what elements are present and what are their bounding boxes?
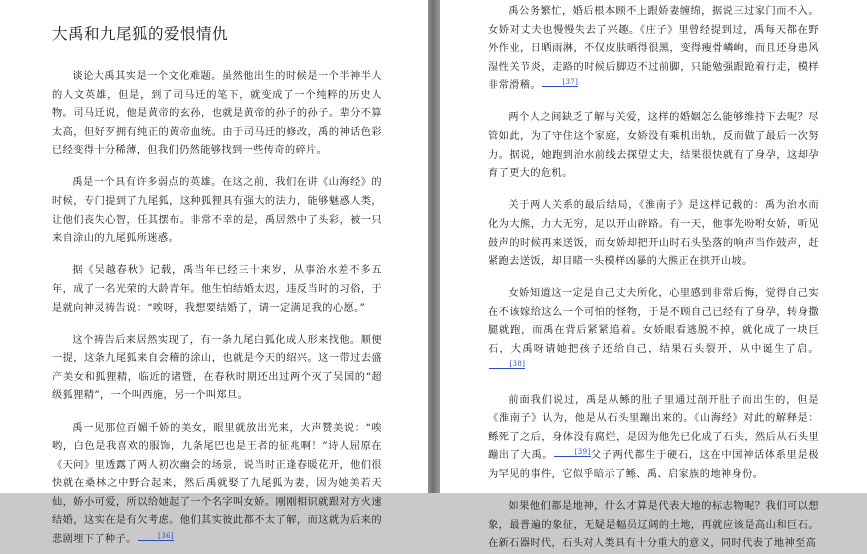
footnote-link-36[interactable]: [36] [138, 532, 174, 541]
paragraph-text: 关于两人关系的最后结局，《淮南子》是这样记载的：禹为治水而化为大熊，力大无穷，足以开山辟路。有一天，他事先吩咐女娇，听见鼓声的时候再来送饭，而女娇却把开山时石头坠落的响声当作鼓声，赶紧跑去送饭，却目睹一头模样凶暴的大熊正在拱开山坡。 [488, 200, 819, 268]
paragraph [52, 332, 382, 406]
paragraph-text: 前面我们说过，禹是从鲧的肚子里通过剖开肚子而出生的，但是《淮南子》认为，他是从石头里蹦出来的。《山海经》对此的解释是：鲧死了之后，身体没有腐烂，是因为他先已化成了石头，然后从石头里蹦出了大禹。 [488, 394, 819, 462]
paragraph [488, 197, 819, 271]
paragraph [52, 174, 382, 248]
paragraph [52, 68, 382, 161]
chapter-title: 大禹和九尾狐的爱恨情仇 [52, 25, 229, 43]
paragraph-text: 据《吴越春秋》记载，禹当年已经三十来岁，从事治水差不多五年，成了一名光荣的大龄青年。他生怕结婚太迟，违反当时的习俗，于是就向神灵祷告说：“唉呀，我想要结婚了，请一定满足我的心愿。” [52, 265, 382, 314]
paragraph-text: 两个人之间缺乏了解与关爱，这样的婚姻怎么能够维持下去呢？尽管如此，为了守住这个家庭，女娇没有乘机出轨，反而做了最后一次努力。据说，她跑到治水前线去探望丈夫，结果很快就有了身孕，这却孕育了更大的危机。 [488, 112, 819, 180]
footnote-link-39[interactable]: [39] [554, 448, 590, 457]
paragraph-text: 这个祷告后来居然实现了，有一条九尾白狐化成人形来找他。顺便一提，这条九尾狐来自会稽的涂山，也就是今天的绍兴。这一带过去盛产美女和狐狸精，临近的诸暨，在春秋时期还出过两个灭了吴国的“超级狐狸精”，一个叫西施，另一个叫郑旦。 [52, 334, 382, 402]
paragraph [488, 285, 819, 378]
paragraph-text-tail: 父子两代都生于硬石，这在中国神话体系里是极为罕见的事件，它似乎暗示了鲧、禹、启家族的地神身份。 [488, 450, 819, 481]
footnote-link-38[interactable]: [38] [489, 360, 525, 369]
book-spine [428, 0, 440, 493]
paragraph [488, 109, 819, 183]
paragraph [488, 498, 819, 554]
paragraph [488, 392, 819, 485]
footnote-link-37[interactable]: [37] [542, 78, 578, 87]
paragraph [52, 420, 382, 550]
paragraph-text: 女娇知道这一定是自己丈夫所化，心里感到非常后悔，觉得自己实在不该嫁给这么一个可怕的怪物，于是不顾自己已经有了身孕，转身撒腿就跑，而禹在背后紧紧追着。女娇眼看逃脱不掉，就化成了一块巨石，大禹呀请她把孩子还给自己，结果石头裂开，从中诞生了启。 [488, 288, 819, 355]
right-page [440, 0, 867, 550]
paragraph [488, 3, 819, 96]
paragraph-text: 谈论大禹其实是一个文化难题。虽然他出生的时候是一个半神半人的人文英雄，但是，到了司马迁的笔下，就变成了一个纯粹的历史人物。司马迁说，他是黄帝的玄孙，也就是黄帝的孙子的孙子。辈分不算太高，但好歹拥有纯正的黄帝血统。由于司马迁的修改，禹的神话色彩已经变得十分稀薄，但我们仍然能够找到一些传奇的碎片。 [52, 71, 382, 157]
paragraph-text: 如果他们都是地神，什么才算是代表大地的标志物呢？我们可以想象，最普遍的象征，无疑是幅员辽阔的土地，再就应该是高山和巨石。在新石器时代，石头对人类具有十分重大的意义，同时代表了地神至高 [488, 501, 819, 550]
paragraph-text: 禹是一个具有许多弱点的英雄。在这之前，我们在讲《山海经》的时候，专门提到了九尾狐，这种狐狸具有强大的法力，能够魅惑人类，让他们丧失心智，任其摆布。非常不幸的是，禹居然中了头彩，被一只来自涂山的九尾狐所迷惑。 [52, 177, 382, 245]
left-page [0, 0, 428, 546]
paragraph-text: 禹公务繁忙，婚后根本顾不上跟娇妻缠绵，据说三过家门而不入。女娇对丈夫也慢慢失去了兴趣。《庄子》里曾经提到过，禹每天都在野外作业，日晒雨淋，不仅皮肤晒得很黑，变得瘦骨嶙峋，而且还身患风湿性关节炎，走路的时候后脚迈不过前脚，只能勉强跟跄着行走，模样非常滑稽。 [488, 6, 819, 92]
paragraph [52, 262, 382, 318]
paragraph-text: 禹一见那位百媚千娇的美女，眼里就放出光来，大声赞美说：“唉哟，白色是我喜欢的服饰，九条尾巴也是王者的征兆啊！”诗人屈原在《天问》里透露了两人初次幽会的场景，说当时正逢春暖花开，他们很快就在桑林之中野合起来，然后禹就娶了九尾狐为妻，因为她美若天仙，娇小可爱，所以给她起了一个名字叫女娇。刚刚相识就跟对方火速结婚，这实在是有欠考虑。他们其实彼此都不太了解，而这就为后来的悲剧埋下了种子。 [52, 422, 382, 546]
